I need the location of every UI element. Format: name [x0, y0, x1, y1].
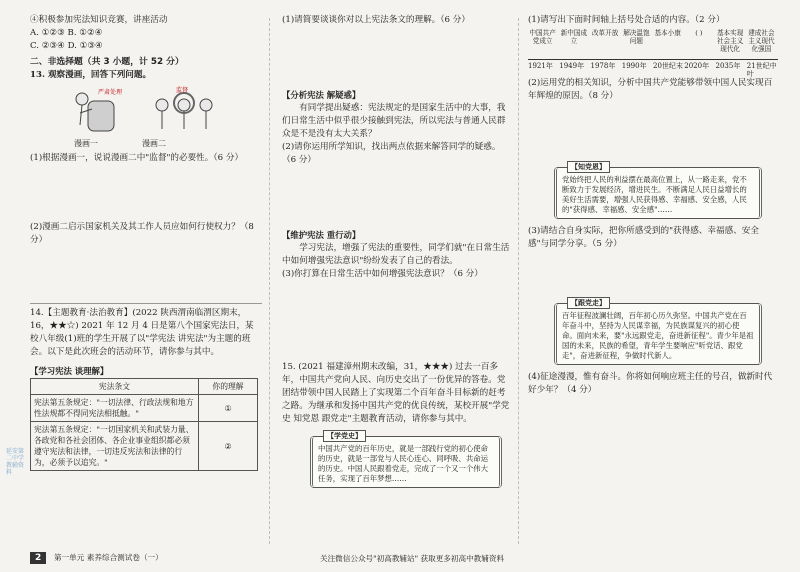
study-history-box [310, 432, 502, 488]
column-divider [269, 18, 270, 544]
timeline-year: 1949年 [559, 62, 585, 70]
cartoon-row [58, 85, 262, 135]
footer-unit-label: 第一单元 素养综合测试卷（一） [54, 553, 163, 562]
right-column [528, 14, 778, 397]
question-14-1: (1)请简要谈谈你对以上宪法条文的理解。（6 分） [282, 15, 470, 25]
options-line: C. ②③④ D. ①③④ [30, 41, 103, 51]
timeline-year: 1921年 [528, 62, 553, 70]
cartoon-one-drawing [58, 85, 136, 135]
party-grace-box [554, 163, 762, 219]
question-15: 15. (2021 福建漳州期末改编，31，★★★) 过去一百多年，中国共产党向人民、向历史交出了一份优异的答卷。党团结带领中国人民踏上了实现第二个百年奋斗目标新的赶考之路。为继承和发扬中国共产党的优良传统，某校开展"学党史 知党恩 跟党走"主题教育活动，请你参与其中。 [282, 362, 510, 424]
cartoon-two [146, 85, 224, 135]
cartoon-label: 严肃处理 [98, 89, 123, 96]
cartoon-label: 监督 [176, 87, 189, 94]
timeline-year: 21世纪中叶 [746, 62, 777, 78]
question-15-2: (2)运用党的相关知识，分析中国共产党能够带领中国人民实现百年辉煌的原因。（8 分） [528, 78, 773, 101]
timeline [528, 29, 778, 77]
section-tag: 【维护宪法 重行动】 [282, 230, 361, 240]
question-13-2: (2)漫画二启示国家机关及其工作人员应如何行使权力？（8 分） [30, 222, 254, 245]
box-text: 中国共产党的百年历史，就是一部践行党的初心使命的历史，就是一部党与人民心连心、同呼吸、共命运的历史。中国人民跟着党走，完成了一个又一个伟大任务，实现了百年梦想…… [318, 444, 488, 483]
timeline-event: 中国共产党成立 [529, 29, 556, 45]
options-line: A. ①②③ B. ①②④ [30, 28, 103, 38]
cartoon-caption: 漫画一 [74, 139, 98, 148]
left-column [30, 14, 262, 471]
table-cell: 宪法第五条规定："一切法律、行政法规和地方性法规都不得同宪法相抵触。" [31, 395, 199, 422]
timeline-event: 基本小康 [654, 29, 681, 37]
answer-marker: ① [199, 395, 258, 422]
question-15-3: (3)请结合自身实际，把你所感受到的"获得感、幸福感、安全感"与同学分享。（5 分） [528, 226, 759, 249]
box-text: 百年征程波澜壮阔，百年初心历久弥坚。中国共产党在百年奋斗中，坚持为人民谋幸福，为民族谋复兴的初心使命。面向未来，要"永远跟党走，奋进新征程"。青少年是祖国的未来，民族的希望，青年学生要响应"听党话、跟党走"，奋进新征程，争做时代新人。 [562, 311, 754, 360]
timeline-year: 2020年 [684, 62, 710, 70]
paragraph: 学习宪法，增强了宪法的重要性，同学们就"在日常生活中如何增强宪法意识"纷纷发表了自己的看法。 [282, 243, 510, 266]
timeline-event: 基本实现社会主义现代化 [716, 29, 744, 53]
cartoon-caption: 漫画二 [142, 139, 166, 148]
table-cell: 宪法第五条规定："一切国家机关和武装力量、各政党和各社会团体、各企业事业组织都必须遵守宪法和法律，一切违反宪法和法律的行为，必须予以追究。" [31, 422, 199, 471]
question-14: 14.【主题教育·法治教育】(2022 陕西渭南临渭区期末，16，★★☆) 2021 年 12 月 4 日是第八个国家宪法日，某校八年级(1)班的学生开展了以"学宪法 讲宪法"为主题的班会。以下是此次班会的活动环节，请你参与其中。 [30, 303, 262, 359]
footer-note: 关注微信公众号"初高教辅站" 获取更多初高中教辅资料 [320, 554, 505, 563]
timeline-event: 解决温饱问题 [623, 29, 650, 45]
table-header: 你的理解 [199, 379, 258, 395]
timeline-event: 建成社会主义现代化强国 [748, 29, 775, 53]
question-14-2: (2)请你运用所学知识，找出两点依据来解答同学的疑惑。（6 分） [282, 142, 501, 165]
timeline-axis [528, 59, 778, 60]
column-divider [518, 18, 519, 544]
timeline-event: ( ) [695, 29, 703, 37]
question-15-4: (4)征途漫漫，惟有奋斗。你将如何响应班主任的号召，做新时代好少年？（4 分） [528, 372, 773, 395]
box-text: 党始终把人民的利益摆在最高位置上，从一路走来，党不断致力于发展经济，增进民生。不断满足人民日益增长的美好生活需要，增强人民获得感、幸福感、安全感，人民的"获得感、幸福感、安全感"…… [562, 175, 747, 214]
timeline-year: 20世纪末 [653, 62, 683, 70]
box-title: 【学党史】 [323, 430, 366, 442]
section-tag: 【分析宪法 解疑惑】 [282, 90, 361, 100]
table-row [31, 422, 258, 471]
cartoon-one [58, 85, 136, 135]
paragraph: 有同学提出疑惑：宪法规定的是国家生活中的大事，我们日常生活中似乎很少接触到宪法，所以宪法与普通人民群众是不是没有太大关系？ [282, 103, 506, 139]
choice-item: ④积极参加宪法知识竞赛，讲座活动 [30, 15, 168, 25]
page-number: 2 [30, 552, 46, 564]
timeline-year: 2035年 [715, 62, 741, 70]
timeline-event: 改革开放 [591, 29, 619, 37]
table-header: 宪法条文 [31, 379, 199, 395]
question-13-1: (1)根据漫画一，说说漫画二中"监督"的必要性。（6 分） [30, 153, 244, 163]
question-14-3: (3)你打算在日常生活中如何增强宪法意识？（6 分） [282, 269, 483, 279]
section-heading: 二、非选择题（共 3 小题，计 52 分） [30, 57, 184, 67]
answer-marker: ② [199, 422, 258, 471]
box-title: 【知党恩】 [567, 161, 610, 173]
cartoon-captions [74, 137, 262, 150]
timeline-event: 新中国成立 [560, 29, 588, 45]
box-title: 【跟党走】 [567, 297, 610, 309]
question-13: 13. 观察漫画，回答下列问题。 [30, 70, 152, 80]
cartoon-two-drawing [146, 85, 224, 135]
timeline-year: 1978年 [590, 62, 616, 70]
timeline-year: 1990年 [621, 62, 647, 70]
watermark-stamp: 延安第二中学教辅资料 [6, 448, 25, 476]
table-row [31, 395, 258, 422]
question-15-1: (1)请写出下面时间轴上括号处合适的内容。（2 分） [528, 15, 725, 25]
middle-column [282, 14, 510, 488]
constitution-table [30, 378, 258, 471]
follow-party-box [554, 299, 762, 365]
section-tag: 【学习宪法 谈理解】 [30, 366, 109, 376]
